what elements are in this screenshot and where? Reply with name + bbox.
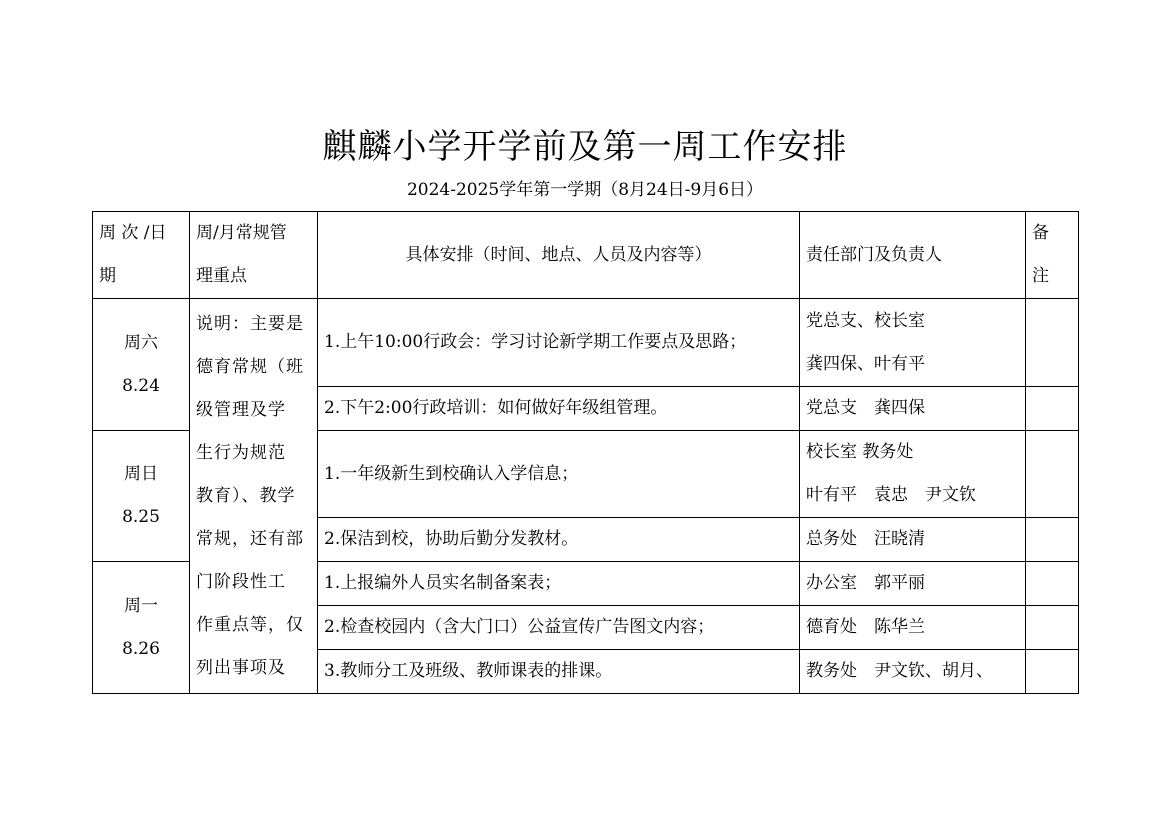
header-note-line2: 注 (1032, 266, 1049, 286)
header-date-line1: 周 次 /日 (99, 223, 167, 243)
responsible-cell (800, 650, 1026, 694)
day-cell-sat (93, 299, 190, 431)
responsible-cell (800, 562, 1026, 606)
task-cell: 2.保洁到校，协助后勤分发教材。 (318, 518, 800, 562)
focus-line: 说明：主要是 (196, 313, 304, 334)
focus-line: 门阶段性工 (196, 571, 286, 592)
header-date (93, 212, 190, 299)
header-detail: 具体安排（时间、地点、人员及内容等） (318, 212, 800, 299)
responsible-cell (800, 387, 1026, 431)
day-cell-mon (93, 562, 190, 694)
task-cell: 1.一年级新生到校确认入学信息； (318, 431, 800, 518)
focus-line: 作重点等，仅 (196, 614, 304, 635)
header-focus-line2: 理重点 (196, 266, 247, 286)
responsible-line: 校长室 教务处 (806, 442, 914, 462)
note-cell (1026, 299, 1079, 387)
day-cell-sun (93, 431, 190, 562)
day-date: 8.26 (122, 638, 160, 659)
day-weekday: 周一 (124, 595, 158, 616)
responsible-line: 党总支 龚四保 (806, 398, 925, 418)
header-focus (190, 212, 318, 299)
header-date-line2: 期 (99, 266, 116, 286)
responsible-cell (800, 518, 1026, 562)
note-cell (1026, 562, 1079, 606)
day-date: 8.25 (122, 507, 160, 527)
day-weekday: 周日 (124, 464, 158, 484)
responsible-cell (800, 606, 1026, 650)
responsible-line: 教务处 尹文钦、胡月、 (806, 661, 993, 681)
focus-line: 级管理及学 (196, 399, 286, 420)
responsible-line: 德育处 陈华兰 (806, 617, 925, 637)
page-title: 麒麟小学开学前及第一周工作安排 (322, 127, 848, 167)
focus-cell (190, 299, 318, 694)
table-row (93, 299, 1079, 387)
header-focus-line1: 周/月常规管 (196, 223, 287, 243)
responsible-line: 党总支、校长室 (806, 310, 925, 331)
task-cell: 1.上报编外人员实名制备案表； (318, 562, 800, 606)
focus-line: 常规，还有部 (196, 528, 304, 549)
responsible-cell (800, 299, 1026, 387)
task-cell: 3.教师分工及班级、教师课表的排课。 (318, 650, 800, 694)
header-note (1026, 212, 1079, 299)
day-date: 8.24 (122, 375, 160, 396)
task-cell: 2.检查校园内（含大门口）公益宣传广告图文内容； (318, 606, 800, 650)
focus-line: 列出事项及 (196, 657, 286, 678)
task-cell: 2.下午2:00行政培训：如何做好年级组管理。 (318, 387, 800, 431)
responsible-line: 龚四保、叶有平 (806, 353, 925, 374)
task-cell: 1.上午10:00行政会：学习讨论新学期工作要点及思路； (318, 299, 800, 387)
focus-line: 教育）、教学 (196, 485, 296, 506)
page-subtitle: 2024-2025学年第一学期（8月24日-9月6日） (406, 180, 764, 200)
note-cell (1026, 387, 1079, 431)
responsible-line: 总务处 汪晓清 (806, 529, 925, 549)
header-note-line1: 备 (1032, 223, 1049, 243)
responsible-line: 办公室 郭平丽 (806, 573, 925, 593)
table-header-row (93, 212, 1079, 299)
focus-line: 德育常规（班 (196, 356, 304, 377)
note-cell (1026, 518, 1079, 562)
responsible-line: 叶有平 袁忠 尹文钦 (806, 485, 976, 505)
focus-line: 生行为规范 (196, 442, 286, 463)
day-weekday: 周六 (124, 332, 158, 353)
note-cell (1026, 606, 1079, 650)
schedule-table (92, 211, 1079, 694)
header-responsible: 责任部门及负责人 (800, 212, 1026, 299)
note-cell (1026, 650, 1079, 694)
responsible-cell (800, 431, 1026, 518)
note-cell (1026, 431, 1079, 518)
